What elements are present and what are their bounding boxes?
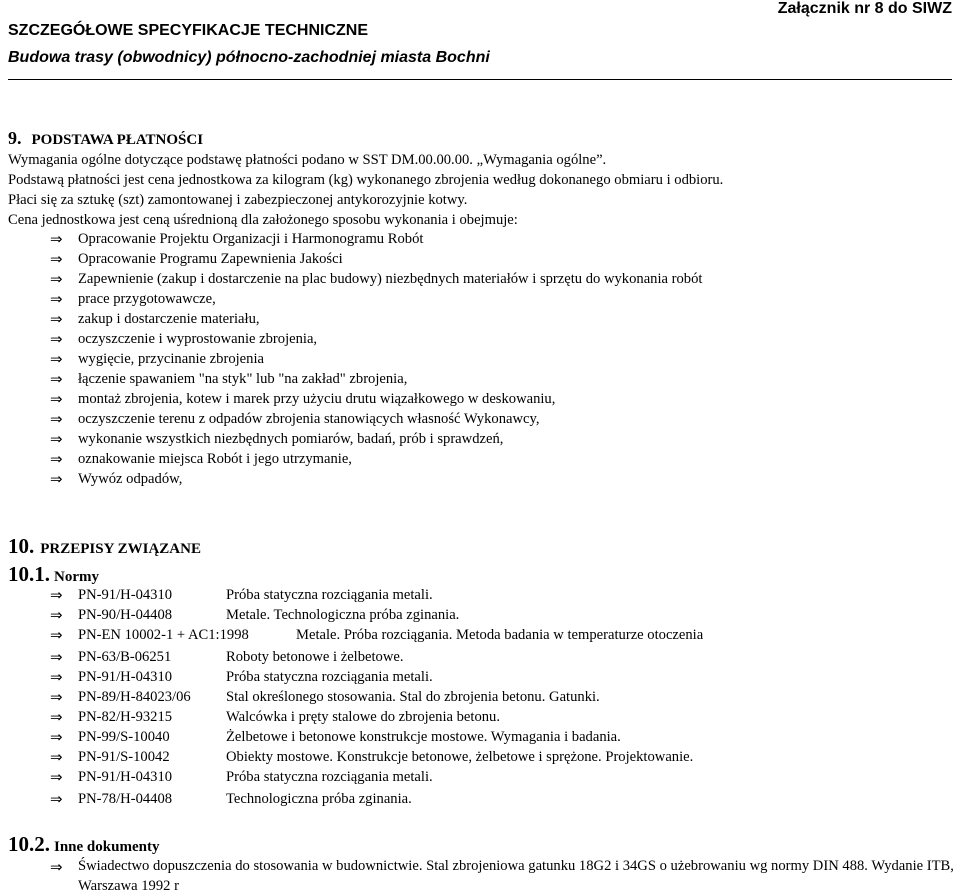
- other-document-item: Świadectwo dopuszczenia do stosowania w budownictwie. Stal zbrojeniowa gatunku 18G2 i 34GS o użebrowaniu wg normy DIN 488. Wydanie ITB, Warszawa 1992 r: [78, 858, 954, 894]
- double-arrow-right-icon: ⇒: [50, 390, 63, 408]
- section-heading-10: [8, 534, 201, 559]
- double-arrow-right-icon: ⇒: [50, 430, 63, 448]
- paragraph: Wymagania ogólne dotyczące podstawę płatności podano w SST DM.00.00.00. „Wymagania ogólne”.: [8, 152, 607, 168]
- norm-code: PN-63/B-06251: [78, 649, 172, 665]
- double-arrow-right-icon: ⇒: [50, 250, 63, 268]
- norm-code: PN-82/H-93215: [78, 709, 173, 725]
- norm-description: Walcówka i pręty stalowe do zbrojenia betonu.: [226, 709, 500, 725]
- annex-label: Załącznik nr 8 do SIWZ: [777, 0, 952, 17]
- norm-description: Próba statyczna rozciągania metali.: [226, 669, 433, 685]
- norm-description: Obiekty mostowe. Konstrukcje betonowe, żelbetowe i sprężone. Projektowanie.: [226, 749, 694, 765]
- norm-code: PN-91/S-10042: [78, 749, 170, 765]
- double-arrow-right-icon: ⇒: [50, 230, 63, 248]
- subsection-number: 10.1.: [8, 562, 50, 586]
- subsection-number: 10.2.: [8, 832, 50, 856]
- double-arrow-right-icon: ⇒: [50, 708, 63, 726]
- double-arrow-right-icon: ⇒: [50, 310, 63, 328]
- double-arrow-right-icon: ⇒: [50, 606, 63, 624]
- header-divider: [8, 79, 952, 80]
- double-arrow-right-icon: ⇒: [50, 586, 63, 604]
- double-arrow-right-icon: ⇒: [50, 748, 63, 766]
- norm-code: PN-89/H-84023/06: [78, 689, 191, 705]
- double-arrow-right-icon: ⇒: [50, 290, 63, 308]
- double-arrow-right-icon: ⇒: [50, 688, 63, 706]
- norm-code: PN-90/H-04408: [78, 607, 173, 623]
- norm-code: PN-91/H-04310: [78, 669, 173, 685]
- section-number: 9.: [8, 128, 22, 148]
- subsection-heading-10-2: [8, 832, 159, 857]
- double-arrow-right-icon: ⇒: [50, 330, 63, 348]
- paragraph: Podstawą płatności jest cena jednostkowa za kilogram (kg) wykonanego zbrojenia według dokonanego obmiaru i odbioru.: [8, 172, 724, 188]
- document-title: SZCZEGÓŁOWE SPECYFIKACJE TECHNICZNE: [8, 22, 369, 39]
- norm-description: Próba statyczna rozciągania metali.: [226, 587, 433, 603]
- section-heading-9: [8, 128, 203, 149]
- double-arrow-right-icon: ⇒: [50, 470, 63, 488]
- norm-code: PN-78/H-04408: [78, 791, 173, 807]
- norm-description: Roboty betonowe i żelbetowe.: [226, 649, 404, 665]
- double-arrow-right-icon: ⇒: [50, 450, 63, 468]
- project-subtitle: Budowa trasy (obwodnicy) północno-zachodniej miasta Bochni: [8, 49, 490, 66]
- paragraph: Cena jednostkowa jest ceną uśrednioną dla założonego sposobu wykonania i obejmuje:: [8, 212, 518, 228]
- norm-code: PN-91/H-04310: [78, 769, 173, 785]
- double-arrow-right-icon: ⇒: [50, 410, 63, 428]
- subsection-title: Normy: [54, 569, 99, 585]
- paragraph: Płaci się za sztukę (szt) zamontowanej i zabezpieczonej antykorozyjnie kotwy.: [8, 192, 468, 208]
- norm-description: Żelbetowe i betonowe konstrukcje mostowe. Wymagania i badania.: [226, 729, 621, 745]
- double-arrow-right-icon: ⇒: [50, 648, 63, 666]
- norm-code: PN-EN 10002-1 + AC1:1998: [78, 627, 249, 643]
- double-arrow-right-icon: ⇒: [50, 858, 63, 876]
- double-arrow-right-icon: ⇒: [50, 768, 63, 786]
- norm-description: Metale. Technologiczna próba zginania.: [226, 607, 460, 623]
- norm-description: Metale. Próba rozciągania. Metoda badania w temperaturze otoczenia: [296, 627, 704, 643]
- double-arrow-right-icon: ⇒: [50, 370, 63, 388]
- norm-description: Stal określonego stosowania. Stal do zbrojenia betonu. Gatunki.: [226, 689, 600, 705]
- section-title: PODSTAWA PŁATNOŚCI: [31, 132, 204, 148]
- norm-code: PN-91/H-04310: [78, 587, 173, 603]
- double-arrow-right-icon: ⇒: [50, 626, 63, 644]
- double-arrow-right-icon: ⇒: [50, 350, 63, 368]
- section-title: PRZEPISY ZWIĄZANE: [40, 541, 201, 557]
- norm-description: Próba statyczna rozciągania metali.: [226, 769, 433, 785]
- double-arrow-right-icon: ⇒: [50, 790, 63, 808]
- double-arrow-right-icon: ⇒: [50, 728, 63, 746]
- norm-description: Technologiczna próba zginania.: [226, 791, 412, 807]
- subsection-heading-10-1: [8, 562, 99, 587]
- double-arrow-right-icon: ⇒: [50, 270, 63, 288]
- double-arrow-right-icon: ⇒: [50, 668, 63, 686]
- norm-code: PN-99/S-10040: [78, 729, 170, 745]
- page-header: [8, 0, 952, 80]
- section-number: 10.: [8, 534, 35, 558]
- subsection-title: Inne dokumenty: [54, 839, 160, 855]
